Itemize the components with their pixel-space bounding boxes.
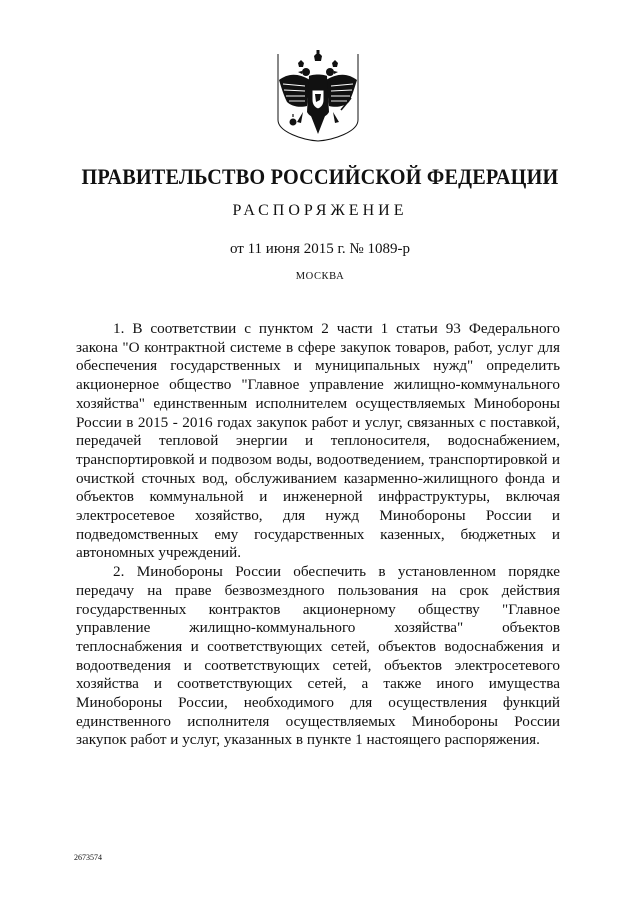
- paragraph-2: 2. Минобороны России обеспечить в установленном порядке передачу на праве безвозмездного пользования на срок действия государственных контрактов акционерному обществу "Главное управление жилищно-коммунального хозяйства" объектов теплоснабжения и соответствующих сетей, объектов водоснабжения и водоотведения и соответствующих сетей, объектов электросетевого хозяйства и соответствующих сетей, а также иного имущества Минобороны России, необходимого для осуществления функций единственного исполнителя осуществляемых Минобороны России закупок работ и услуг, указанных в пункте 1 настоящего распоряжения.: [76, 563, 560, 749]
- document-type: РАСПОРЯЖЕНИЕ: [232, 202, 408, 219]
- coat-of-arms-icon: [273, 50, 363, 142]
- government-title: ПРАВИТЕЛЬСТВО РОССИЙСКОЙ ФЕДЕРАЦИИ: [81, 164, 559, 189]
- document-city: МОСКВА: [295, 271, 345, 282]
- document-date-number: от 11 июня 2015 г. № 1089-р: [230, 241, 410, 257]
- paragraph-1: 1. В соответствии с пунктом 2 части 1 статьи 93 Федерального закона "О контрактной системе в сфере закупок товаров, работ, услуг для обеспечения государственных и муниципальных нужд" определить акционерное общество "Главное управление жилищно-коммунального хозяйства" единственным исполнителем осуществляемых Минобороны России в 2015 - 2016 годах закупок работ и услуг, связанных с поставкой, передачей тепловой энергии и теплоносителя, водоснабжением, транспортировкой и подвозом воды, водоотведением, транспортировкой и очисткой сточных вод, обслуживанием казарменно-жилищного фонда и объектов коммунальной и инженерной инфраструктуры, включая электросетевое хозяйство, для нужд Минобороны России и подведомственных ему государственных казенных, бюджетных и автономных учреждений.: [76, 320, 560, 562]
- document-body: [76, 320, 560, 750]
- footer-doc-number: 2673574: [74, 853, 102, 862]
